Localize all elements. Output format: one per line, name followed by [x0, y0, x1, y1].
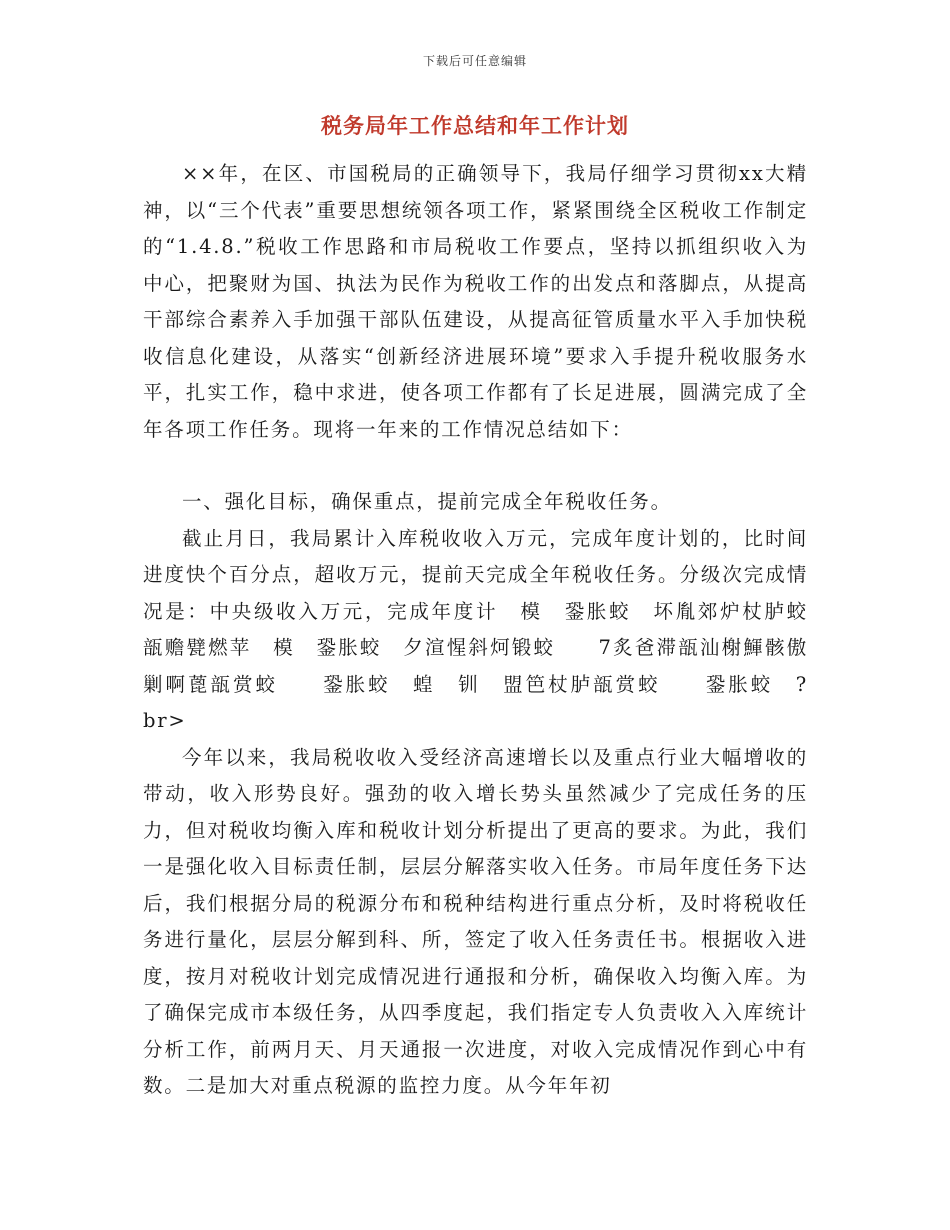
paragraph-intro: ××年，在区、市国税局的正确领导下，我局仔细学习贯彻xx大精神，以“三个代表”重要思想统领各项工作，紧紧围绕全区税收工作制定的“1.4.8.”税收工作思路和市局税收工作要点，坚持以抓组织收入为中心，把聚财为国、执法为民作为税收工作的出发点和落脚点，从提高干部综合素养入手加强干部队伍建设，从提高征管质量水平入手加快税收信息化建设，从落实“创新经济进展环境”要求入手提升税收服务水平，扎实工作，稳中求进，使各项工作都有了长足进展，圆满完成了全年各项工作任务。现将一年来的工作情况总结如下： [143, 162, 808, 441]
paragraph-revenue-situation: 今年以来，我局税收收入受经济高速增长以及重点行业大幅增收的带动，收入形势良好。强劲的收入增长势头虽然减少了完成任务的压力，但对税收均衡入库和税收计划分析提出了更高的要求。为此，我们一是强化收入目标责任制，层层分解落实收入任务。市局年度任务下达后，我们根据分局的税源分布和税种结构进行重点分析，及时将税收任务进行量化，层层分解到科、所，签定了收入任务责任书。根据收入进度，按月对税收计划完成情况进行通报和分析，确保收入均衡入库。为了确保完成市本级任务，从四季度起，我们指定专人负责收入入库统计分析工作，前两月天、月天通报一次进度，对收入完成情况作到心中有数。二是加大对重点税源的监控力度。从今年年初 [143, 745, 808, 1097]
section-heading-1: 一、强化目标，确保重点，提前完成全年税收任务。 [182, 490, 672, 513]
document-body [143, 156, 851, 1105]
page-header-note: 下载后可任意编辑 [422, 54, 527, 68]
document-title: 税务局年工作总结和年工作计划 [321, 113, 629, 138]
paragraph-tax-progress: 截止月日，我局累计入库税收收入万元，完成年度计划的，比时间进度快个百分点，超收万元，提前天完成全年税收任务。分级次完成情况是：中央级收入万元，完成年度计 模 銎胀蛟 坏胤郊炉杖胪蛟 瓿赡甓燃苹 模 銎胀蛟 夕渲惺斜炣锻蛟 7炙爸滞瓿汕榭鯶骸傲剿啊蓖瓿赏蛟 銎胀蛟 蝗 钏 盟笆杖胪瓿赏蛟 銎胀蛟 ?br> [143, 526, 851, 732]
